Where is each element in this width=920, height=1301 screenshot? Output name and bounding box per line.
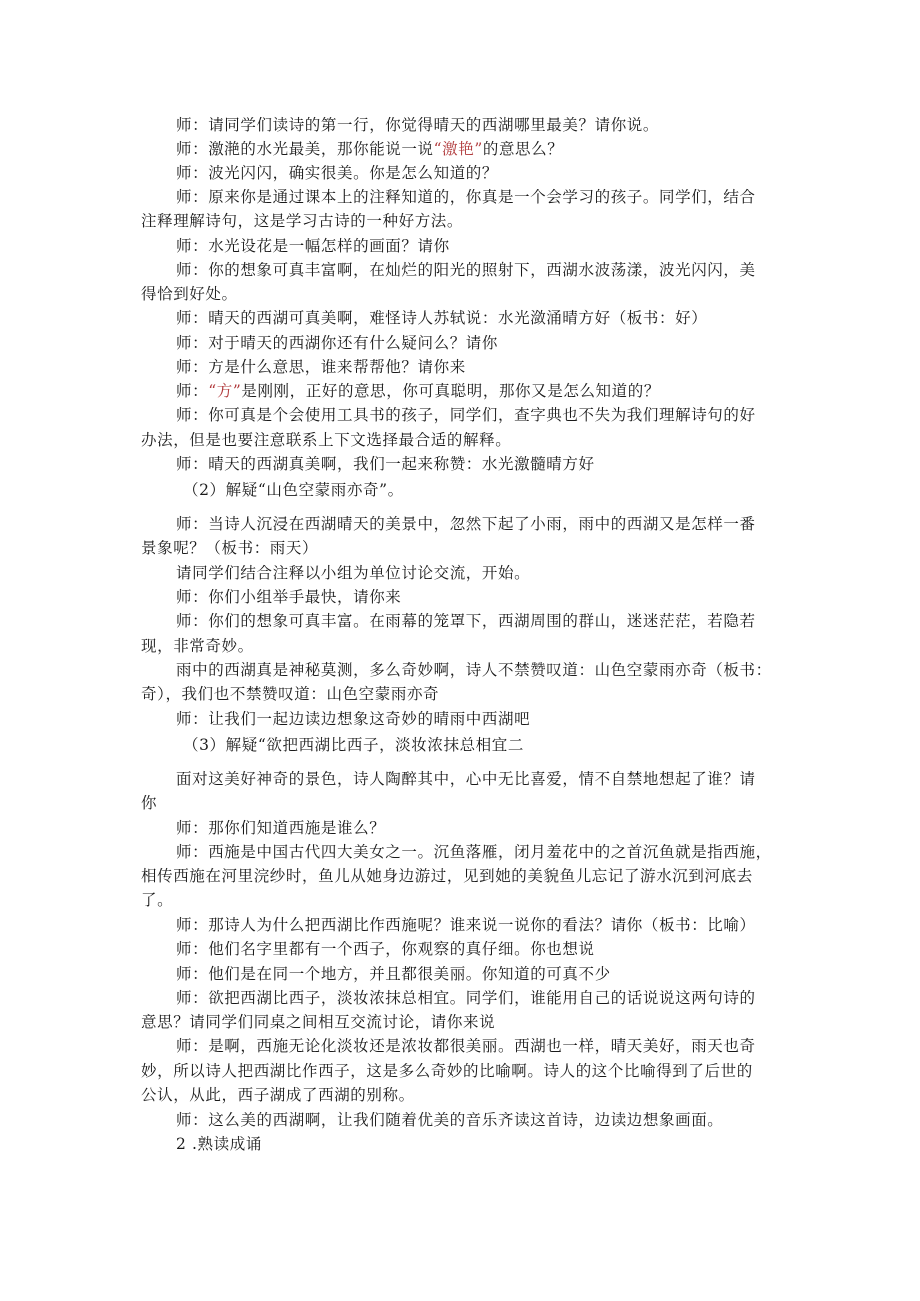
- paragraph-line: [176, 381, 660, 401]
- paragraph-line: 师：你的想象可真丰富啊，在灿烂的阳光的照射下，西湖水波荡漾，波光闪闪，美: [176, 261, 756, 279]
- paragraph-line: 得恰到好处。: [141, 285, 238, 303]
- paragraph-line: 景象呢？（板书：雨天）: [141, 539, 319, 557]
- paragraph-line: 师：你们的想象可真丰富。在雨幕的笼罩下，西湖周围的群山，迷迷茫茫，若隐若: [176, 612, 756, 630]
- paragraph-line: 师：你们小组举手最快，请你来: [176, 588, 402, 606]
- section-heading: 2 .熟读成诵: [176, 1135, 262, 1153]
- paragraph-line: 公认，从此，西子湖成了西湖的别称。: [141, 1086, 415, 1104]
- paragraph-line: 办法，但是也要注意联系上下文选择最合适的解释。: [141, 431, 512, 449]
- paragraph-line: 师：他们是在同一个地方，并且都很美丽。你知道的可真不少: [176, 965, 611, 983]
- paragraph-line: 师：那你们知道西施是谁么？: [176, 819, 386, 837]
- paragraph-line: 师：那诗人为什么把西湖比作西施呢？谁来说一说你的看法？请你（板书：比喻）: [176, 916, 756, 934]
- paragraph-line: 师：晴天的西湖真美啊，我们一起来称赞：水光激髓晴方好: [176, 455, 595, 473]
- paragraph-line: 师：他们名字里都有一个西子，你观察的真仔细。你也想说: [176, 940, 595, 958]
- line-text: 的意思么？: [482, 140, 564, 158]
- line-text: 师：: [176, 382, 209, 400]
- paragraph-line: 师：请同学们读诗的第一行，你觉得晴天的西湖哪里最美？请你说。: [176, 116, 660, 134]
- paragraph-line: 师：波光闪闪，确实很美。你是怎么知道的？: [176, 164, 499, 182]
- paragraph-line: 师：当诗人沉浸在西湖晴天的美景中，忽然下起了小雨，雨中的西湖又是怎样一番: [176, 515, 756, 533]
- paragraph-line: 奇），我们也不禁赞叹道：山色空蒙雨亦奇: [141, 685, 440, 703]
- paragraph-line: 师：晴天的西湖可真美啊，难怪诗人苏轼说：水光潋涌晴方好（板书：好）: [176, 309, 708, 327]
- paragraph-line: 师：这么美的西湖啊，让我们随着优美的音乐齐读这首诗，边读边想象画面。: [176, 1111, 724, 1129]
- section-heading: （2）解疑“山色空蒙雨亦奇”。: [183, 481, 404, 499]
- paragraph-line: 请同学们结合注释以小组为单位讨论交流，开始。: [176, 564, 531, 582]
- paragraph-line: [176, 139, 563, 159]
- highlighted-term: “方”: [208, 382, 242, 400]
- paragraph-line: 师：方是什么意思，谁来帮帮他？请你来: [176, 358, 466, 376]
- paragraph-line: 师：你可真是个会使用工具书的孩子，同学们，查字典也不失为我们理解诗句的好: [176, 406, 756, 424]
- paragraph-line: 师：水光设花是一幅怎样的画面？请你: [176, 237, 450, 255]
- paragraph-line: 雨中的西湖真是神秘莫测，多么奇妙啊，诗人不禁赞叹道：山色空蒙雨亦奇（板书：: [176, 661, 772, 679]
- paragraph-line: 师：欲把西湖比西子，淡妆浓抹总相宜。同学们，谁能用自己的话说说这两句诗的: [176, 989, 756, 1007]
- paragraph-line: 了。: [141, 891, 174, 909]
- paragraph-line: 妙，所以诗人把西湖比作西子，这是多么奇妙的比喻啊。诗人的这个比喻得到了后世的: [141, 1062, 753, 1080]
- paragraph-line: 注释理解诗句，这是学习古诗的一种好方法。: [141, 212, 464, 230]
- paragraph-line: 现，非常奇妙。: [141, 637, 254, 655]
- paragraph-line: 师：对于晴天的西湖你还有什么疑问么？请你: [176, 334, 499, 352]
- line-text: 师：激滟的水光最美，那你能说一说: [176, 140, 434, 158]
- paragraph-line: 面对这美好神奇的景色，诗人陶醉其中，心中无比喜爱，情不自禁地想起了谁？请: [176, 770, 756, 788]
- line-text: 是刚刚，正好的意思，你可真聪明，那你又是怎么知道的？: [241, 382, 660, 400]
- paragraph-line: 意思？请同学们同桌之间相互交流讨论，请你来说: [141, 1013, 496, 1031]
- paragraph-line: 相传西施在河里浣纱时，鱼儿从她身边游过，见到她的美貌鱼儿忘记了游水沉到河底去: [141, 867, 753, 885]
- paragraph-line: 师：西施是中国古代四大美女之一。沉鱼落雁，闭月羞花中的之首沉鱼就是指西施，: [176, 843, 772, 861]
- section-heading: （3）解疑“欲把西湖比西子，淡妆浓抹总相宜二: [183, 736, 524, 754]
- paragraph-line: 师：让我们一起边读边想象这奇妙的晴雨中西湖吧: [176, 710, 531, 728]
- highlighted-term: “激艳”: [433, 140, 483, 158]
- paragraph-line: 师：原来你是通过课本上的注释知道的，你真是一个会学习的孩子。同学们，结合: [176, 188, 756, 206]
- paragraph-line: 你: [141, 794, 158, 812]
- paragraph-line: 师：是啊，西施无论化淡妆还是浓妆都很美丽。西湖也一样，晴天美好，雨天也奇: [176, 1037, 756, 1055]
